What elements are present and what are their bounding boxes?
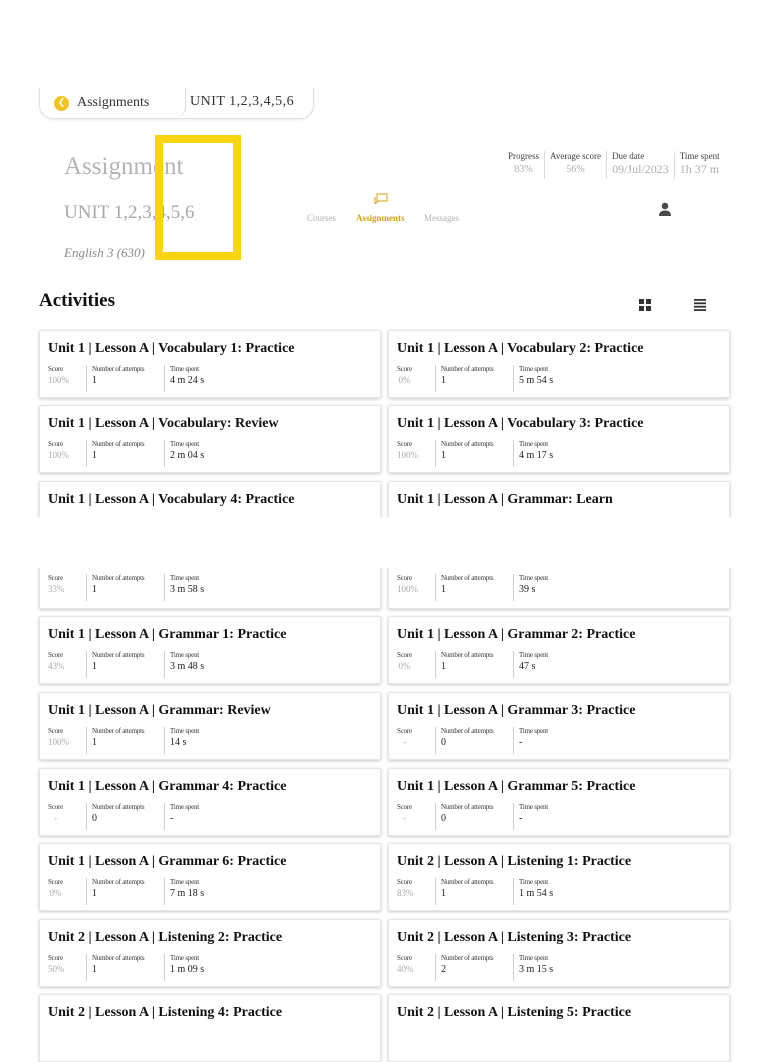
activity-score — [48, 574, 65, 594]
activity-score — [397, 878, 414, 898]
stat-average-label: Average score — [550, 151, 602, 161]
activity-card[interactable] — [39, 692, 381, 760]
activity-attempts-label: Number of attempts — [441, 803, 494, 811]
activity-score-label: Score — [397, 803, 412, 811]
breadcrumb — [39, 88, 314, 119]
activity-score-label: Score — [48, 651, 63, 659]
activity-attempts-value: 1 — [441, 661, 446, 672]
activity-score-label: Score — [48, 878, 63, 886]
activity-time-value: - — [170, 813, 174, 824]
activity-attempts-label: Number of attempts — [92, 651, 145, 659]
activity-time-label: Time spent — [519, 574, 549, 582]
activity-time-value: 3 m 15 s — [519, 964, 554, 975]
activity-time-label: Time spent — [170, 727, 200, 735]
scroll-gap — [0, 517, 768, 568]
activity-time — [513, 574, 548, 601]
activity-stats — [40, 440, 380, 470]
breadcrumb-label-assignments: Assignments — [77, 95, 150, 110]
activity-attempts — [435, 878, 493, 905]
activity-time-value: 1 m 54 s — [519, 888, 554, 899]
activity-time — [513, 803, 548, 830]
activity-attempts — [86, 954, 144, 981]
activity-score-value: 40% — [397, 964, 414, 974]
activity-stats — [389, 954, 729, 984]
activity-card[interactable] — [39, 330, 381, 398]
activity-time-value: 2 m 04 s — [170, 450, 205, 461]
activity-card[interactable] — [39, 768, 381, 836]
activity-score — [48, 440, 69, 460]
activity-score-label: Score — [48, 440, 63, 448]
activity-time-value: - — [519, 813, 523, 824]
tab-assignments[interactable]: Assignments — [356, 213, 405, 223]
stat-due-date — [606, 151, 674, 179]
activity-score-value: - — [402, 737, 406, 747]
activity-score-value: 100% — [48, 375, 69, 385]
activity-attempts — [435, 440, 493, 467]
activity-stats — [389, 574, 729, 604]
activity-time-value: 3 m 58 s — [170, 584, 205, 595]
activity-card[interactable] — [39, 919, 381, 987]
activity-time-label: Time spent — [519, 440, 549, 448]
activity-title: Unit 1 | Lesson A | Grammar: Review — [48, 703, 271, 718]
activities-heading: Activities — [39, 290, 115, 311]
activity-time — [164, 365, 204, 392]
activity-score — [48, 803, 63, 823]
activity-time — [513, 651, 548, 678]
activity-title: Unit 1 | Lesson A | Grammar 4: Practice — [48, 779, 287, 794]
activity-time-label: Time spent — [170, 954, 200, 962]
activity-attempts-label: Number of attempts — [441, 574, 494, 582]
activity-card[interactable] — [388, 692, 730, 760]
activity-time-value: - — [519, 737, 523, 748]
activity-attempts — [435, 954, 493, 981]
activity-score — [397, 440, 418, 460]
stat-progress-value: 83% — [514, 164, 533, 175]
activity-score — [397, 365, 412, 385]
activity-title: Unit 1 | Lesson A | Vocabulary: Review — [48, 416, 279, 431]
breadcrumb-separator — [175, 88, 186, 118]
activity-attempts-label: Number of attempts — [441, 651, 494, 659]
activity-attempts-label: Number of attempts — [441, 727, 494, 735]
activity-score — [48, 878, 63, 898]
activity-score-label: Score — [48, 954, 63, 962]
assignments-icon[interactable] — [374, 193, 388, 205]
activity-card[interactable] — [388, 330, 730, 398]
activity-score-value: 100% — [48, 737, 69, 747]
activity-score-label: Score — [48, 727, 63, 735]
activity-time — [164, 878, 204, 905]
activity-attempts-value: 1 — [441, 584, 446, 595]
activity-score-value: - — [53, 813, 57, 823]
activity-score-label: Score — [397, 954, 412, 962]
activity-attempts-value: 1 — [92, 661, 97, 672]
activity-card[interactable] — [39, 616, 381, 684]
activity-title: Unit 1 | Lesson A | Grammar 5: Practice — [397, 779, 636, 794]
activity-stats — [389, 365, 729, 395]
activity-attempts-label: Number of attempts — [441, 954, 494, 962]
activity-time-value: 3 m 48 s — [170, 661, 205, 672]
activity-stats — [389, 727, 729, 757]
activity-card[interactable] — [388, 843, 730, 911]
activity-attempts — [86, 803, 144, 830]
activity-time-label: Time spent — [170, 651, 200, 659]
stat-time-label: Time spent — [679, 151, 720, 161]
activity-stats — [40, 574, 380, 604]
activity-attempts-label: Number of attempts — [92, 803, 145, 811]
activity-attempts-label: Number of attempts — [92, 440, 145, 448]
activity-title: Unit 2 | Lesson A | Listening 1: Practice — [397, 854, 632, 869]
activity-time-label: Time spent — [519, 727, 549, 735]
activity-score-label: Score — [397, 574, 412, 582]
page-title: Assignment — [64, 153, 184, 180]
stat-average-value: 56% — [566, 164, 585, 175]
activity-score — [48, 365, 69, 385]
stat-time-value: 1h 37 m — [679, 162, 720, 176]
activity-score — [48, 651, 65, 671]
activity-time-value: 47 s — [519, 661, 536, 672]
activity-time — [164, 440, 204, 467]
activity-stats — [389, 878, 729, 908]
activity-time-value: 39 s — [519, 584, 536, 595]
activity-attempts — [86, 651, 144, 678]
activity-title: Unit 2 | Lesson A | Listening 5: Practice — [397, 1005, 632, 1020]
activity-title: Unit 1 | Lesson A | Grammar 6: Practice — [48, 854, 287, 869]
activity-title: Unit 1 | Lesson A | Vocabulary 3: Practice — [397, 416, 644, 431]
activity-attempts-value: 1 — [92, 964, 97, 975]
activity-time — [164, 574, 204, 601]
activity-attempts — [435, 803, 493, 830]
activity-time-label: Time spent — [170, 803, 200, 811]
activity-title: Unit 1 | Lesson A | Grammar: Learn — [397, 492, 613, 507]
assignment-stats — [504, 151, 725, 179]
activity-time — [164, 954, 204, 981]
activity-card[interactable] — [388, 768, 730, 836]
stat-progress — [504, 151, 544, 179]
user-icon[interactable] — [658, 202, 672, 218]
activity-time-label: Time spent — [170, 878, 200, 886]
activity-score-label: Score — [397, 727, 412, 735]
activity-score — [48, 954, 65, 974]
activity-card[interactable] — [388, 405, 730, 473]
activity-time-value: 14 s — [170, 737, 187, 748]
activity-score-value: 50% — [48, 964, 65, 974]
activity-time — [513, 440, 553, 467]
activity-score-value: 100% — [397, 450, 418, 460]
activity-score-value: 83% — [397, 888, 414, 898]
activity-attempts — [435, 574, 493, 601]
activity-time-value: 1 m 09 s — [170, 964, 205, 975]
grid-view-icon[interactable] — [639, 299, 651, 311]
activity-score-label: Score — [48, 365, 63, 373]
activity-stats — [40, 727, 380, 757]
activity-time — [513, 878, 553, 905]
activity-score-value: 0% — [49, 888, 62, 898]
activity-score-value: 0% — [398, 375, 411, 385]
chevron-left-icon[interactable]: ❮ — [54, 96, 69, 111]
activity-time — [513, 727, 548, 754]
activity-attempts-value: 1 — [441, 888, 446, 899]
activity-card[interactable] — [388, 616, 730, 684]
activity-score-value: 33% — [48, 584, 65, 594]
activity-time — [164, 803, 199, 830]
activity-attempts — [86, 440, 144, 467]
activity-attempts — [435, 727, 493, 754]
activity-attempts-value: 1 — [92, 584, 97, 595]
activity-stats — [40, 651, 380, 681]
activity-time — [513, 365, 553, 392]
activity-stats — [389, 803, 729, 833]
activity-stats — [389, 651, 729, 681]
activity-card[interactable] — [39, 843, 381, 911]
activity-attempts — [435, 651, 493, 678]
activity-time-label: Time spent — [170, 574, 200, 582]
activity-attempts-value: 0 — [441, 737, 446, 748]
activity-title: Unit 2 | Lesson A | Listening 2: Practice — [48, 930, 283, 945]
activity-score-label: Score — [397, 651, 412, 659]
stat-due-label: Due date — [612, 151, 645, 161]
activity-attempts-label: Number of attempts — [92, 727, 145, 735]
activity-attempts-value: 1 — [92, 888, 97, 899]
activity-score-label: Score — [397, 440, 412, 448]
activity-time-value: 7 m 18 s — [170, 888, 205, 899]
activity-score-value: 100% — [48, 450, 69, 460]
activity-score-label: Score — [397, 365, 412, 373]
activity-score — [48, 727, 69, 747]
activity-title: Unit 1 | Lesson A | Grammar 2: Practice — [397, 627, 636, 642]
activity-attempts-label: Number of attempts — [92, 878, 145, 886]
activity-title: Unit 1 | Lesson A | Vocabulary 2: Practice — [397, 341, 644, 356]
activity-score — [397, 727, 412, 747]
activity-attempts-value: 0 — [441, 813, 446, 824]
activity-card[interactable] — [388, 994, 730, 1062]
activity-attempts-label: Number of attempts — [441, 878, 494, 886]
activity-attempts — [86, 727, 144, 754]
activity-title: Unit 2 | Lesson A | Listening 3: Practice — [397, 930, 632, 945]
activity-time — [164, 727, 199, 754]
activity-time-label: Time spent — [519, 878, 549, 886]
activity-score-value: 43% — [48, 661, 65, 671]
activity-score-value: 100% — [397, 584, 418, 594]
activity-time-value: 5 m 54 s — [519, 375, 554, 386]
activity-attempts-value: 1 — [92, 375, 97, 386]
activity-title: Unit 2 | Lesson A | Listening 4: Practice — [48, 1005, 283, 1020]
page-subtitle: UNIT 1,2,3,4,5,6 — [64, 202, 195, 223]
activity-attempts-label: Number of attempts — [441, 365, 494, 373]
activity-attempts-label: Number of attempts — [92, 954, 145, 962]
list-view-icon[interactable] — [694, 299, 706, 311]
activity-score-value: - — [402, 813, 406, 823]
activity-time-value: 4 m 17 s — [519, 450, 554, 461]
activity-stats — [40, 878, 380, 908]
breadcrumb-assignments-link[interactable] — [54, 94, 149, 112]
activity-title: Unit 1 | Lesson A | Grammar 3: Practice — [397, 703, 636, 718]
activity-time-label: Time spent — [170, 440, 200, 448]
stat-average-score — [544, 151, 606, 179]
activity-time — [513, 954, 553, 981]
highlight-box — [155, 135, 241, 260]
tab-messages[interactable]: Messages — [424, 213, 459, 223]
activity-attempts — [86, 574, 144, 601]
activity-score-label: Score — [397, 878, 412, 886]
activity-score-label: Score — [48, 803, 63, 811]
activity-time-label: Time spent — [519, 651, 549, 659]
activity-score — [397, 954, 414, 974]
activity-time-label: Time spent — [519, 954, 549, 962]
activity-attempts-label: Number of attempts — [92, 365, 145, 373]
activity-time-value: 4 m 24 s — [170, 375, 205, 386]
activity-stats — [40, 803, 380, 833]
activity-score — [397, 803, 412, 823]
activity-attempts-value: 1 — [92, 737, 97, 748]
activity-attempts-value: 1 — [441, 375, 446, 386]
activity-attempts-label: Number of attempts — [441, 440, 494, 448]
activity-stats — [40, 954, 380, 984]
course-name: English 3 (630) — [64, 245, 145, 260]
activity-card[interactable] — [39, 994, 381, 1062]
activity-time-label: Time spent — [519, 365, 549, 373]
activity-attempts — [86, 365, 144, 392]
breadcrumb-label-unit[interactable]: UNIT 1,2,3,4,5,6 — [190, 94, 295, 109]
activity-score — [397, 651, 412, 671]
activity-card[interactable] — [39, 405, 381, 473]
activity-stats — [389, 440, 729, 470]
activity-stats — [40, 365, 380, 395]
activity-attempts-value: 0 — [92, 813, 97, 824]
stat-time-spent — [674, 151, 725, 179]
activity-attempts-value: 1 — [92, 450, 97, 461]
activity-attempts — [86, 878, 144, 905]
tab-courses[interactable]: Courses — [307, 213, 336, 223]
activity-score-value: 0% — [398, 661, 411, 671]
activity-attempts — [435, 365, 493, 392]
activity-score-label: Score — [48, 574, 63, 582]
stat-progress-label: Progress — [508, 151, 539, 161]
activity-title: Unit 1 | Lesson A | Grammar 1: Practice — [48, 627, 287, 642]
activity-time — [164, 651, 204, 678]
activity-attempts-value: 1 — [441, 450, 446, 461]
stat-due-value: 09/Jul/2023 — [612, 162, 669, 176]
activity-card[interactable] — [388, 919, 730, 987]
activity-time-label: Time spent — [170, 365, 200, 373]
activity-attempts-label: Number of attempts — [92, 574, 145, 582]
activity-score — [397, 574, 418, 594]
activity-time-label: Time spent — [519, 803, 549, 811]
activity-title: Unit 1 | Lesson A | Vocabulary 1: Practice — [48, 341, 295, 356]
activity-title: Unit 1 | Lesson A | Vocabulary 4: Practice — [48, 492, 295, 507]
activity-attempts-value: 2 — [441, 964, 446, 975]
